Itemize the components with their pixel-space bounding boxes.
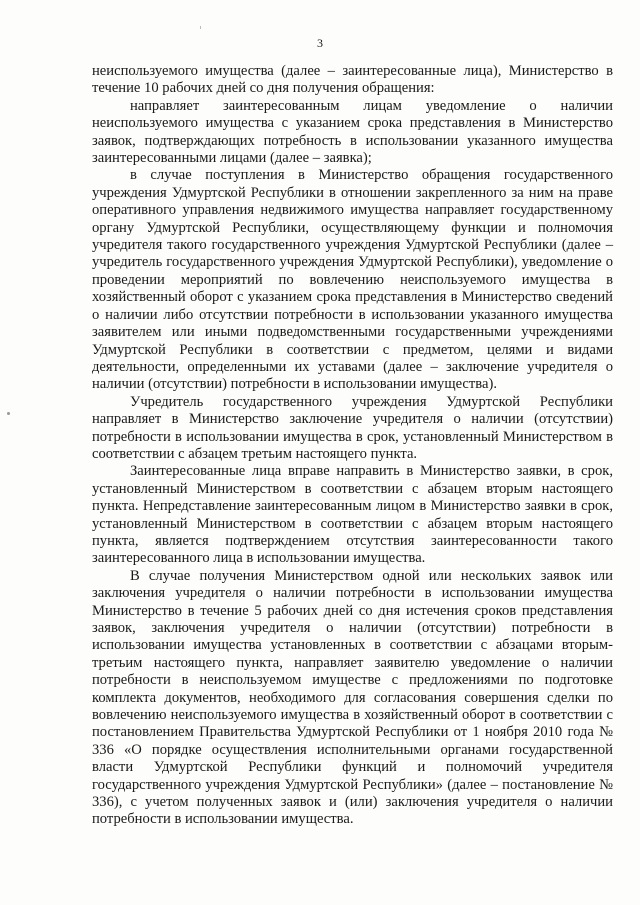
scan-speck [7,412,10,415]
paragraph-institution-request: в случае поступления в Министерство обращения государственного учреждения Удмуртской Республики в отношении закрепленного за ним на праве оперативного управления недвижимого имущества направляет государственному органу Удмуртской Республики, осуществляющему функции и полномочия учредителя такого государственного учреждения Удмуртской Республики (далее – учредитель государственного учреждения Удмуртской Республики), уведомление о проведении мероприятий по вовлечению неиспользуемого имущества в хозяйственный оборот с указанием срока представления в Министерство сведений о наличии либо отсутствии потребности в использовании указанного имущества заявителем или иными подведомственными государственными учреждениями Удмуртской Республики в соответствии с предметом, целями и видами деятельности, определенными их уставами (далее – заключение учредителя о наличии (отсутствии) потребности в использовании имущества). [92,167,613,393]
paragraph-interested-applications: Заинтересованные лица вправе направить в Министерство заявки, в срок, установленный Министерством в соответствии с абзацем вторым настоящего пункта. Непредставление заинтересованным лицом в Министерство заявки в срок, установленный Министерством в соответствии с абзацем вторым настоящего пункта, является подтверждением отсутствия заинтересованности такого заинтересованного лица в использовании имущества. [92,463,613,567]
paragraph-notify-interested: направляет заинтересованным лицам уведомление о наличии неиспользуемого имущества с указанием срока представления в Министерство заявок, подтверждающих потребность в использовании указанного имущества заинтересованными лицами (далее – заявка); [92,97,613,167]
scan-mark [200,26,201,29]
paragraph-continuation: неиспользуемого имущества (далее – заинтересованные лица), Министерство в течение 10 рабочих дней со дня получения обращения: [92,63,613,97]
paragraph-ministry-notification: В случае получения Министерством одной или нескольких заявок или заключения учредителя о наличии потребности в использовании имущества Министерство в течение 5 рабочих дней со дня истечения сроков представления заявок, заключения учредителя о наличии (отсутствии) потребности в использовании имущества установленных в соответствии с абзацами вторым-третьим настоящего пункта, направляет заявителю уведомление о наличии потребности в неиспользуемом имуществе с предложениями по подготовке комплекта документов, необходимого для согласования совершения сделки по вовлечению неиспользуемого имущества в хозяйственный оборот в соответствии с постановлением Правительства Удмуртской Республики от 1 ноября 2010 года № 336 «О порядке осуществления исполнительными органами государственной власти Удмуртской Республики функций и полномочий учредителя государственного учреждения Удмуртской Республики» (далее – постановление № 336), с учетом полученных заявок и (или) заключения учредителя о наличии потребности в использовании имущества. [92,567,613,828]
document-body [92,63,613,829]
paragraph-founder-conclusion: Учредитель государственного учреждения Удмуртской Республики направляет в Министерство заключение учредителя о наличии (отсутствии) потребности в использовании имущества в срок, установленный Министерством в соответствии с абзацем третьим настоящего пункта. [92,393,613,462]
page-number: 3 [317,36,323,50]
